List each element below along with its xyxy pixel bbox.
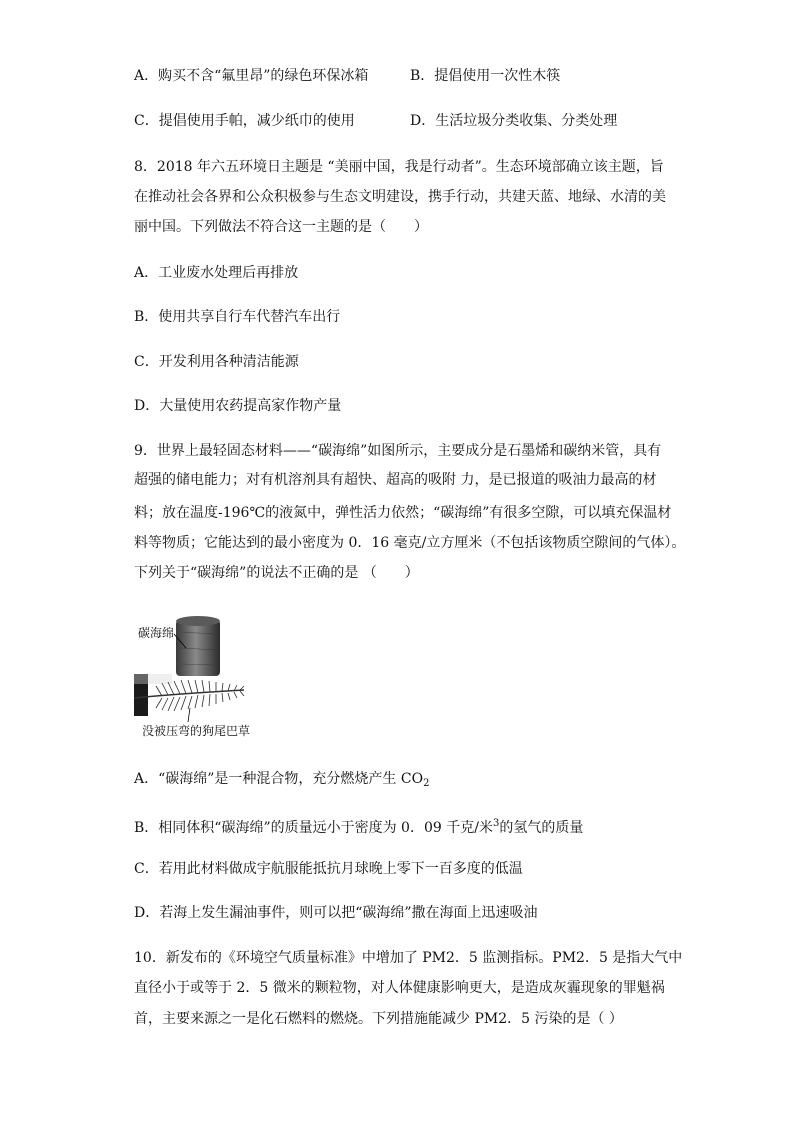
q7-option-d: D．生活垃圾分类收集、分类处理 <box>410 113 618 129</box>
q8-option-a: A．工业废水处理后再排放 <box>134 265 299 281</box>
q8-stem-line-3: 丽中国。下列做法不符合这一主题的是（ ） <box>134 219 428 235</box>
q7-options-row-2 <box>134 111 694 131</box>
q7-option-a: A．购买不含“氟里昂”的绿色环保冰箱 <box>134 68 369 84</box>
figure-label-sponge: 碳海绵 <box>138 626 175 640</box>
q9-stem-line-1: 9．世界上最轻固态材料——“碳海绵”如图所示，主要成分是石墨烯和碳纳米管，具有 <box>134 443 662 459</box>
q7-option-b: B．提倡使用一次性木筷 <box>410 68 561 84</box>
q9-stem-line-4: 料等物质；它能达到的最小密度为 0．16 毫克/立方厘米（不包括该物质空隙间的气体）。 <box>134 535 686 551</box>
q10-stem-line-1: 10．新发布的《环境空气质量标准》中增加了 PM2．5 监测指标。PM2．5 是指大气中 <box>134 950 683 966</box>
q9-option-b-superscript: 3 <box>492 818 500 829</box>
q7-option-c: C．提倡使用手帕，减少纸巾的使用 <box>134 113 355 129</box>
q8-stem-line-1: 8．2018 年六五环境日主题是 “美丽中国，我是行动者”。生态环境部确立该主题，旨 <box>134 159 664 175</box>
q9-stem-line-5: 下列关于“碳海绵”的说法不正确的是 （ ） <box>134 565 419 581</box>
grass-stem <box>134 690 244 698</box>
q9-option-b-text-end: 的氢气的质量 <box>499 820 584 836</box>
q8-stem-line-2: 在推动社会各界和公众积极参与生态文明建设，携手行动，共建天蓝、地绿、水清的美 <box>134 189 666 205</box>
q8-option-b: B．使用共享自行车代替汽车出行 <box>134 309 341 325</box>
q9-option-b <box>134 814 583 838</box>
q10-stem-line-3: 首，主要来源之一是化石燃料的燃烧。下列措施能减少 PM2．5 污染的是（ ） <box>134 1011 623 1027</box>
carbon-sponge-figure <box>134 612 264 742</box>
q9-option-b-text: B．相同体积“碳海绵”的质量远小于密度为 0．09 千克/米 <box>134 820 493 836</box>
q9-option-a <box>134 769 429 794</box>
figure-label-grass: 没被压弯的狗尾巴草 <box>142 724 251 738</box>
sponge-top <box>176 616 220 626</box>
q9-stem-line-2: 超强的储电能力；对有机溶剂具有超快、超高的吸附 力，是已报道的吸油力最高的材 <box>134 472 657 488</box>
q8-option-c: C．开发利用各种清洁能源 <box>134 354 299 370</box>
q9-option-a-text: A．“碳海绵”是一种混合物，充分燃烧产生 CO <box>134 771 424 787</box>
q9-stem-line-3: 料；放在温度-196℃的液氮中，弹性活力依然；“碳海绵”有很多空隙，可以填充保温材 <box>134 505 672 521</box>
q7-options-row-1 <box>134 66 694 86</box>
q9-option-a-subscript: 2 <box>423 778 430 789</box>
q10-stem-line-2: 直径小于或等于 2．5 微米的颗粒物，对人体健康影响更大，是造成灰霾现象的罪魁祸 <box>134 980 665 996</box>
q9-option-c: C．若用此材料做成宇航服能抵抗月球晚上零下一百多度的低温 <box>134 861 523 877</box>
q9-option-d: D．若海上发生漏油事件，则可以把“碳海绵”撒在海面上迅速吸油 <box>134 905 538 921</box>
q8-option-d: D．大量使用农药提高家作物产量 <box>134 398 342 414</box>
